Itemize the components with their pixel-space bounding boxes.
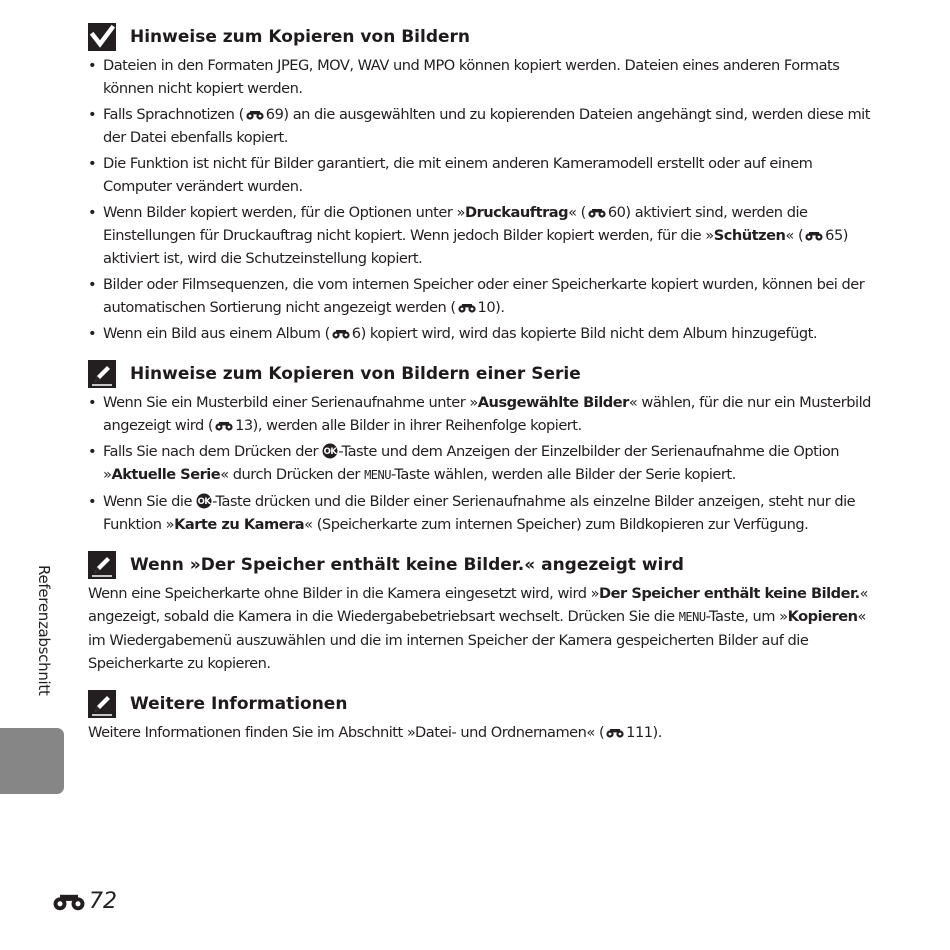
section-tab (0, 728, 64, 794)
reference-section-icon (51, 893, 87, 911)
note-title: Wenn »Der Speicher enthält keine Bilder.« angezeigt wird (130, 555, 684, 575)
text-run: ). (652, 724, 662, 741)
text-run: Wenn Sie ein Musterbild einer Serienaufnahme unter » (103, 394, 478, 411)
checkmark-note-icon (88, 23, 116, 51)
list-item (88, 201, 878, 270)
pencil-note-icon (88, 690, 116, 718)
text-run: Bilder oder Filmsequenzen, die vom internen Speicher oder einer Speicherkarte kopiert wurden, können bei der automatischen Sortierung nicht angezeigt werden ( (103, 276, 865, 316)
menu-button-label: MENU (678, 610, 706, 624)
menu-option-name: Ausgewählte Bilder (477, 394, 629, 411)
text-run: -Taste und dem Anzeigen der Einzelbilder der Serienaufnahme die Option » (103, 443, 840, 483)
page-number-value: 72 (89, 889, 117, 914)
page-reference (456, 299, 496, 316)
bullet-list (88, 391, 878, 536)
note-title: Weitere Informationen (130, 694, 348, 714)
reference-section-icon (605, 728, 625, 738)
ok-button-icon (196, 493, 212, 509)
page-number (50, 889, 117, 914)
note-header (88, 359, 878, 389)
note-section (88, 359, 878, 536)
text-run: Weitere Informationen finden Sie im Abschnitt »Datei- und Ordnernamen« ( (88, 724, 605, 741)
text-run: ) an die ausgewählten und zu kopierenden Dateien angehängt sind, werden diese mit der Datei ebenfalls kopiert. (103, 106, 870, 146)
page-reference (244, 106, 284, 123)
text-run: « (Speicherkarte zum internen Speicher) zum Bildkopieren zur Verfügung. (304, 516, 809, 533)
reference-section-icon (804, 231, 824, 241)
page-reference-number: 60 (607, 204, 626, 221)
reference-section-icon (245, 110, 265, 120)
text-run: Wenn Sie die (103, 493, 197, 510)
page-reference-number: 65 (825, 227, 843, 244)
menu-button-label: MENU (364, 468, 391, 482)
menu-option-name: Karte zu Kamera (174, 516, 305, 533)
page-reference-number: 13 (235, 417, 253, 434)
reference-section-icon (214, 421, 234, 431)
text-run: -Taste, um » (705, 608, 788, 625)
menu-option-name: Aktuelle Serie (111, 466, 221, 483)
text-run: « durch Drücken der (220, 466, 365, 483)
text-run: -Taste wählen, werden alle Bilder der Serie kopiert. (390, 466, 736, 483)
text-run: « ( (568, 204, 586, 221)
text-run: -Taste drücken und die Bilder einer Serienaufnahme als einzelne Bilder anzeigen, steht nur die Funktion » (103, 493, 856, 533)
page-reference-number: 69 (265, 106, 284, 123)
text-run: « ( (785, 227, 804, 244)
list-item (88, 273, 878, 319)
list-item (88, 103, 878, 149)
page-content (88, 22, 878, 758)
page-reference (330, 325, 361, 342)
note-section (88, 550, 878, 675)
note-section (88, 689, 878, 744)
note-section (88, 22, 878, 345)
text-run: « im Wiedergabemenü auszuwählen und die im internen Speicher der Kamera gespeicherten Bilder auf die Speicherkarte zu kopieren. (88, 608, 866, 672)
text-run: Wenn ein Bild aus einem Album ( (103, 325, 330, 342)
note-title: Hinweise zum Kopieren von Bildern einer Serie (130, 364, 581, 384)
page-reference-number: 10 (477, 299, 496, 316)
note-paragraph (88, 582, 878, 675)
page-reference (604, 724, 652, 741)
menu-option-name: Schützen (713, 227, 786, 244)
text-run: Die Funktion ist nicht für Bilder garantiert, die mit einem anderen Kameramodell erstellt oder auf einem Computer verändert wurden. (103, 155, 813, 195)
text-run: ) aktiviert ist, wird die Schutzeinstellung kopiert. (103, 227, 848, 267)
reference-section-icon (457, 303, 477, 313)
list-item (88, 440, 878, 487)
text-run: Wenn Bilder kopiert werden, für die Optionen unter » (103, 204, 465, 221)
svg-text:OK: OK (197, 497, 211, 508)
reference-section-icon (587, 208, 607, 218)
list-item (88, 391, 878, 437)
text-run: « angezeigt, sobald die Kamera in die Wiedergabebetriebsart wechselt. Drücken Sie die (88, 585, 869, 625)
text-run: ) kopiert wird, wird das kopierte Bild nicht dem Album hinzugefügt. (360, 325, 817, 342)
list-item (88, 322, 878, 345)
pencil-note-icon (88, 551, 116, 579)
text-run: Wenn eine Speicherkarte ohne Bilder in die Kamera eingesetzt wird, wird » (88, 585, 600, 602)
list-item (88, 490, 878, 536)
note-header (88, 689, 878, 719)
page-reference (586, 204, 626, 221)
pencil-note-icon (88, 360, 116, 388)
text-run: « wählen, für die nur ein Musterbild angezeigt wird ( (103, 394, 871, 434)
page-reference-number: 6 (351, 325, 361, 342)
note-header (88, 22, 878, 52)
bullet-list (88, 54, 878, 345)
reference-section-icon (331, 329, 351, 339)
note-paragraph (88, 721, 878, 744)
text-run: Falls Sprachnotizen ( (103, 106, 244, 123)
menu-option-name: Druckauftrag (464, 204, 569, 221)
svg-text:OK: OK (323, 447, 337, 458)
page-reference (213, 417, 253, 434)
note-header (88, 550, 878, 580)
page-reference-number: 111 (626, 724, 653, 741)
list-item (88, 152, 878, 198)
section-side-label: Referenzabschnitt (35, 565, 53, 696)
page-reference (803, 227, 843, 244)
text-run: Dateien in den Formaten JPEG, MOV, WAV und MPO können kopiert werden. Dateien eines anderen Formats können nicht kopiert werden. (103, 57, 840, 97)
note-title: Hinweise zum Kopieren von Bildern (130, 27, 471, 47)
text-run: ). (495, 299, 505, 316)
ok-button-icon (322, 443, 338, 459)
list-item (88, 54, 878, 100)
menu-option-name: Kopieren (787, 608, 858, 625)
text-run: ), werden alle Bilder in ihrer Reihenfolge kopiert. (252, 417, 582, 434)
text-run: ) aktiviert sind, werden die Einstellungen für Druckauftrag nicht kopiert. Wenn jedoch Bilder kopiert werden, für die » (103, 204, 808, 244)
text-run: Falls Sie nach dem Drücken der (103, 443, 323, 460)
menu-option-name: Der Speicher enthält keine Bilder. (599, 585, 860, 602)
